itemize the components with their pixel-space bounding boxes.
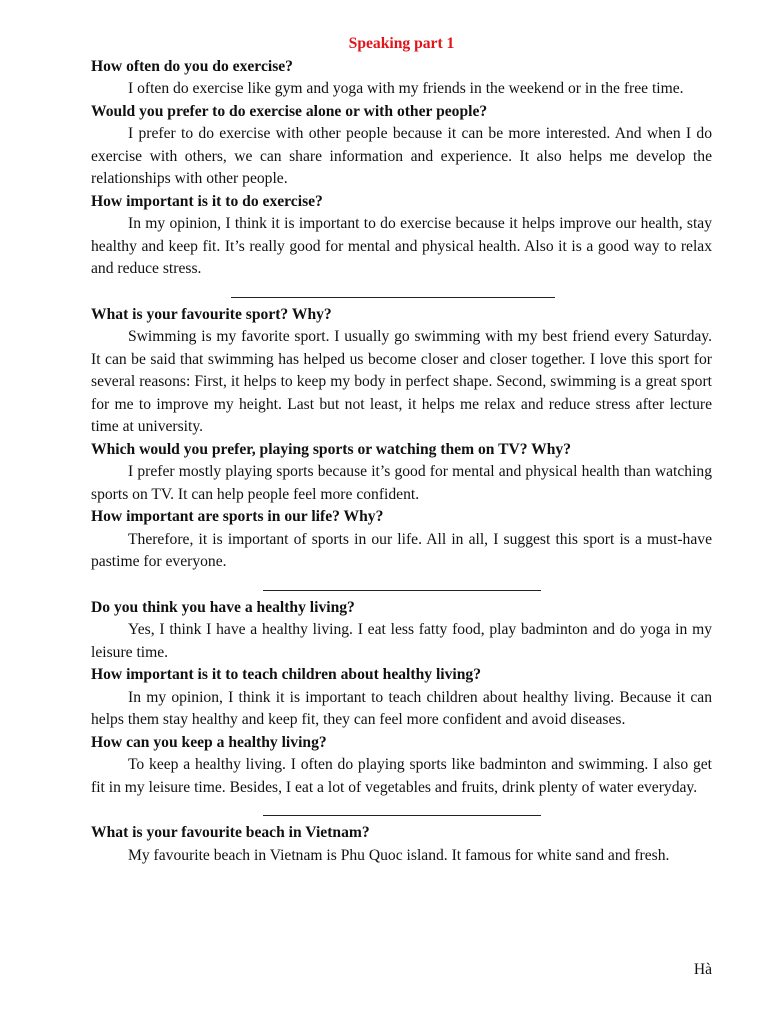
answer: I often do exercise like gym and yoga with my friends in the weekend or in the free time. — [128, 80, 684, 97]
answer: In my opinion, I think it is important to teach children about healthy living. Because it can helps them stay healthy and keep fit, they can feel more confident and avoid diseases. — [91, 688, 712, 728]
section-divider — [263, 590, 541, 591]
answer: In my opinion, I think it is important to do exercise because it helps improve our health, stay healthy and keep fit. It’s really good for mental and physical health. Also it is a good way to relax and reduce stress. — [91, 215, 712, 277]
answer: Swimming is my favorite sport. I usually go swimming with my best friend every Saturday. It can be said that swimming has helped us become closer and closer together. I love this sport for several reasons: First, it helps to keep my body in perfect shape. Second, swimming is a great sport for me to improve my height. Last but not least, it helps me relax and reduce stress after lecture time at university. — [91, 328, 712, 435]
question: Would you prefer to do exercise alone or with other people? — [91, 102, 488, 120]
answer: I prefer to do exercise with other people because it can be more interested. And when I do exercise with others, we can share information and experience. It also helps me develop the relationships with other people. — [91, 125, 712, 187]
question: How important are sports in our life? Why? — [91, 508, 384, 525]
answer: My favourite beach in Vietnam is Phu Quoc island. It famous for white sand and fresh. — [128, 846, 670, 864]
section-divider — [263, 815, 541, 816]
section-divider — [231, 297, 555, 298]
section-healthy-living — [91, 597, 712, 800]
answer: To keep a healthy living. I often do playing sports like badminton and swimming. I also get fit in my leisure time. Besides, I eat a lot of vegetables and fruits, drink plenty of water everyday. — [91, 756, 712, 796]
question: What is your favourite sport? Why? — [91, 305, 332, 323]
question: How often do you do exercise? — [91, 57, 293, 75]
section-exercise — [91, 56, 712, 281]
question: How can you keep a healthy living? — [91, 733, 327, 751]
answer: Yes, I think I have a healthy living. I eat less fatty food, play badminton and do yoga in my leisure time. — [91, 621, 712, 661]
section-sport — [91, 304, 712, 574]
question: Which would you prefer, playing sports or watching them on TV? Why? — [91, 440, 572, 458]
answer: I prefer mostly playing sports because it’s good for mental and physical health than watching sports on TV. It can help people feel more confident. — [91, 463, 712, 503]
question: How important is it to do exercise? — [91, 192, 323, 210]
question: How important is it to teach children about healthy living? — [91, 666, 482, 683]
question: What is your favourite beach in Vietnam? — [91, 824, 370, 841]
question: Do you think you have a healthy living? — [91, 598, 355, 616]
page-title: Speaking part 1 — [348, 35, 455, 52]
document-page — [91, 33, 712, 867]
section-beach — [91, 822, 712, 867]
author-signature: Hà — [693, 961, 712, 978]
answer: Therefore, it is important of sports in our life. All in all, I suggest this sport is a must-have pastime for everyone. — [91, 530, 712, 570]
